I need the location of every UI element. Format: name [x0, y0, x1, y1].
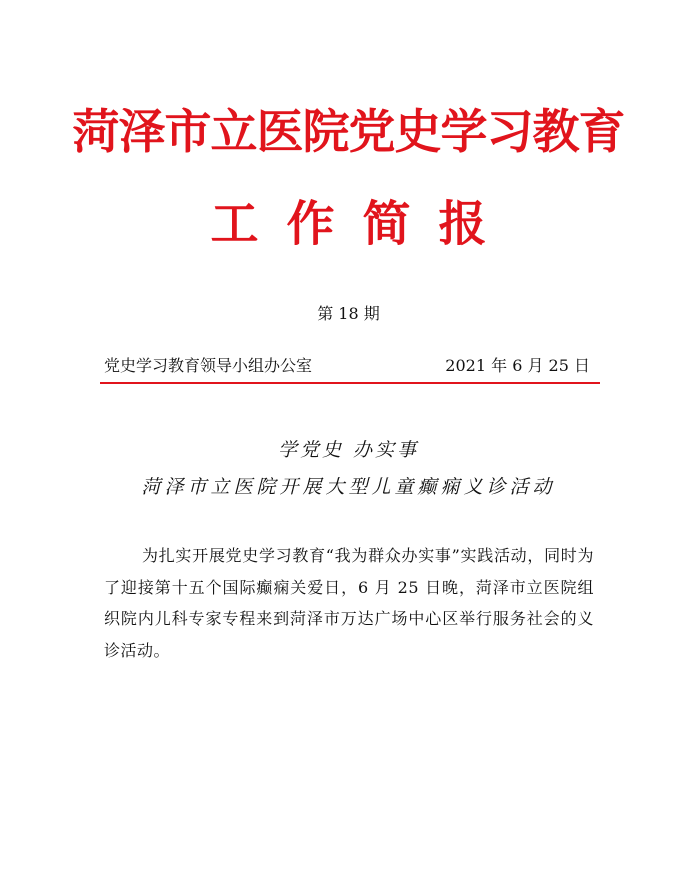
red-divider-line	[100, 382, 600, 384]
meta-row	[104, 353, 590, 379]
issue-date: 2021 年 6 月 25 日	[445, 356, 590, 375]
masthead-title: 菏泽市立医院党史学习教育	[72, 105, 625, 160]
article-title-line2: 菏泽市立医院开展大型儿童癫痫义诊活动	[141, 476, 556, 498]
masthead-subtitle: 工作简报	[210, 196, 515, 252]
issuer-name: 党史学习教育领导小组办公室	[104, 356, 313, 375]
article-body-paragraph: 为扎实开展党史学习教育“我为群众办实事”实践活动，同时为了迎接第十五个国际癫痫关爱日，6 月 25 日晚，菏泽市立医院组织院内儿科专家专程来到菏泽市万达广场中心区举行服务社会的义诊活动。	[104, 546, 594, 660]
article-title-line1: 学党史 办实事	[277, 439, 420, 461]
issue-number: 第 18 期	[317, 304, 380, 323]
